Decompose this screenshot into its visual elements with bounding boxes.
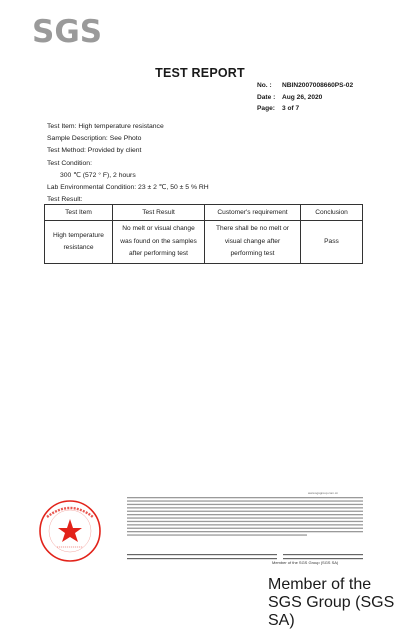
test-item-line: Test Item: High temperature resistance [47,123,164,130]
meta-page-label: Page: [257,105,275,113]
report-meta [257,80,353,115]
meta-date-label: Date : [257,93,276,101]
meta-row-date [257,92,353,104]
cell-test-result-line: No melt or visual change [122,225,195,233]
header-conclusion: Conclusion [301,205,363,221]
cell-requirement-line: There shall be no melt or [216,225,289,233]
cell-test-item-line: resistance [63,244,94,251]
footer-website: www.sgsgroup.com.cn [308,491,339,495]
footer-legal-text [127,497,363,550]
test-method-line: Test Method: Provided by client [47,147,142,155]
report-title: TEST REPORT [155,66,245,80]
cell-test-result-line: was found on the samples [120,237,197,245]
cell-test-item-line: High temperature [53,231,104,239]
meta-page-value: 3 of 7 [282,105,300,113]
footer-member: Member of the SGS Group (SGS SA) [268,576,395,629]
table-row [45,221,363,264]
meta-number-value: NBIN2007008660PS-02 [282,82,354,90]
header-requirement: Customer's requirement [205,205,301,221]
footer-member-line: Member of the SGS Group (SGS SA) [272,560,339,565]
lab-environment-line: Lab Environmental Condition: 23 ± 2 ℃, 50 ± 5 % RH [47,183,209,191]
sample-description-line: Sample Description: See Photo [47,135,142,143]
cell-requirement-line: visual change after [224,237,281,245]
cell-test-result-line: after performing test [128,250,188,258]
sgs-logo: SGS [32,14,103,50]
test-condition-label: Test Condition: [47,159,92,167]
cell-requirement-line: performing test [230,250,275,258]
test-result-label: Test Result: [47,196,83,204]
company-stamp-icon [35,497,105,565]
meta-number-label: No. : [257,82,272,90]
meta-row-number [257,80,353,92]
result-table [44,204,363,264]
test-condition-value: 300 ℃ (572 ° F), 2 hours [60,171,136,179]
cell-test-result [113,221,205,264]
meta-date-value: Aug 26, 2020 [282,93,323,101]
result-table-header-row [45,205,363,221]
cell-conclusion: Pass [301,221,363,264]
meta-row-page [257,103,353,115]
cell-test-item [45,221,113,264]
cell-requirement [205,221,301,264]
report-details [47,121,209,206]
header-test-result: Test Result [113,205,205,221]
footer-fine-print-graphic [127,497,363,549]
header-test-item: Test Item [45,205,113,221]
